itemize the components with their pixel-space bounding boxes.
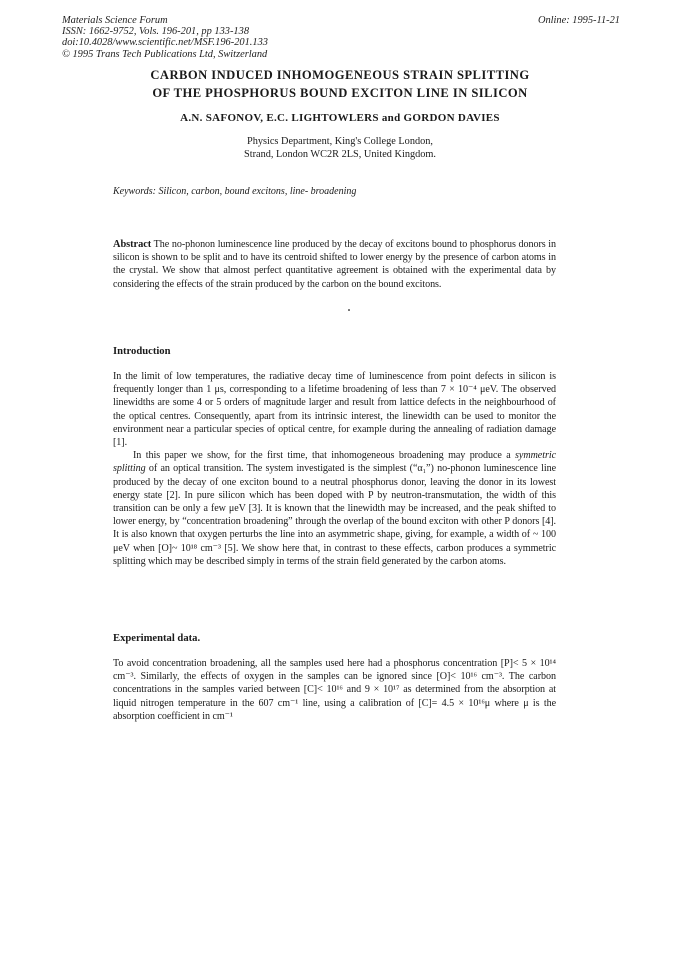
affiliation-line-1: Physics Department, King's College London, (246, 136, 434, 147)
page-header (62, 15, 620, 60)
author-list: A.N. SAFONOV, E.C. LIGHTOWLERS and GORDON DAVIES (180, 112, 500, 124)
citation-block (62, 15, 620, 60)
abstract-label: Abstract (113, 239, 152, 250)
abstract (113, 238, 556, 291)
intro-paragraph-1: In the limit of low temperatures, the radiative decay time of luminescence from point defects in silicon is frequently longer than 1 μs, corresponding to a lifetime broadening of less than 7 × 10⁻⁴ μeV. The observed linewidths are some 4 or 5 orders of magnitude larger and result from lattice defects in the neighbourhood of the optical centres. Consequently, apart from its intrinsic interest, the linewidth can be used to monitor the environment near a particular species of optical centre, for example during the annealing of radiation damage [1]. (113, 371, 556, 449)
emphasis-symmetric-splitting: symmetric splitting (113, 450, 556, 475)
paper-title (90, 66, 590, 102)
keywords: Keywords: Silicon, carbon, bound excitons, line- broadening (113, 186, 357, 197)
experimental-heading: Experimental data. (113, 633, 201, 644)
journal-name: Materials Science Forum (62, 15, 168, 26)
abstract-text: The no-phonon luminescence line produced by the decay of excitons bound to phosphorus donors in silicon is shown to be split and to have its centroid shifted to lower energy by the presence of carbon atoms in the crystal. We show that almost perfect quantitative agreement is obtained with the experimental data by considering the effects of the strain produced by the carbon on the bound excitons. (113, 239, 556, 290)
affiliation (90, 135, 590, 161)
experimental-paragraph-1: To avoid concentration broadening, all the samples used here had a phosphorus concentration [P]< 5 × 10¹⁴ cm⁻³. Similarly, the effects of oxygen in the samples can be ignored since [O]< 10¹⁶ cm⁻³. The carbon concentrations in the samples varied between [C]< 10¹⁶ and 9 × 10¹⁷ as determined from the absorption at liquid nitrogen temperature in the 607 cm⁻¹ line, using a calibration of [C]= 4.5 × 10¹⁶μ where μ is the absorption coefficient in cm⁻¹ (113, 658, 556, 722)
experimental-body (113, 657, 556, 723)
online-date: Online: 1995-11-21 (537, 15, 620, 26)
doi-link[interactable]: doi:10.4028/www.scientific.net/MSF.196-201.133 (62, 37, 268, 49)
stray-dot (348, 309, 350, 311)
affiliation-line-2: Strand, London WC2R 2LS, United Kingdom. (243, 149, 437, 160)
title-line-2: OF THE PHOSPHORUS BOUND EXCITON LINE IN SILICON (152, 86, 528, 100)
issn-line: ISSN: 1662-9752, Vols. 196-201, pp 133-138 (62, 26, 250, 38)
introduction-body (113, 370, 556, 568)
intro-paragraph-2: In this paper we show, for the first time, that inhomogeneous broadening may produce a symmetric splitting of an optical transition. The system investigated is the simplest (“α₁”) no-phonon luminescence line produced by the decay of one exciton bound to a neutral phosphorus donor, leaving the donor in its lowest energy state [2]. In pure silicon which has been doped with P by neutron-transmutation, the width of this transition can be only a few μeV [3]. It is known that the linewidth may be increased, and the peak shifted to lower energy, by “concentration broadening” through the overlap of the bound exciton with other P donors [4]. It is also known that oxygen perturbs the line into an asymmetric shape, giving, for example, a width of ~ 100 μeV when [O]~ 10¹⁸ cm⁻³ [5]. We show here that, in contrast to these effects, carbon produces a symmetric splitting which may be described simply in terms of the strain field generated by the carbon atoms. (113, 450, 556, 567)
title-line-1: CARBON INDUCED INHOMOGENEOUS STRAIN SPLITTING (150, 68, 530, 82)
introduction-heading: Introduction (113, 346, 171, 357)
copyright-line: © 1995 Trans Tech Publications Ltd, Switzerland (62, 48, 268, 60)
